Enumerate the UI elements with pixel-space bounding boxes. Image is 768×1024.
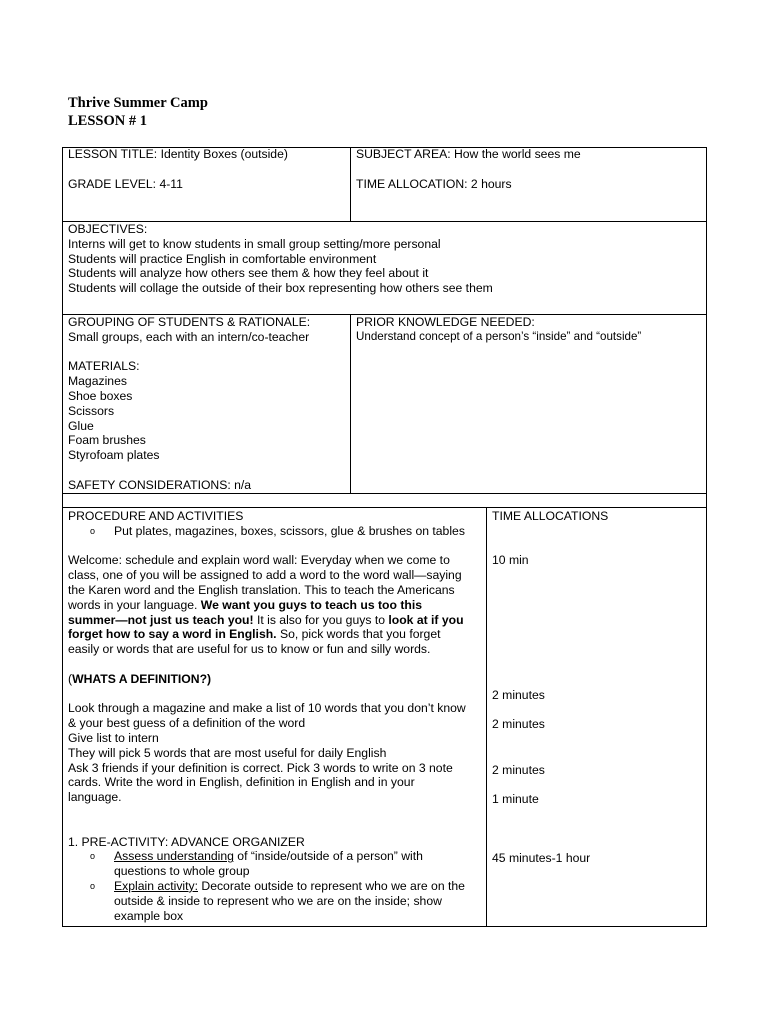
definition-heading: (WHATS A DEFINITION?) [68,671,212,686]
time-friends: 1 minute [492,792,539,806]
time-allocation: TIME ALLOCATION: 2 hours [356,176,512,191]
magazine-line: cards. Write the word in English, definition in English and in your [68,775,415,790]
setup-bullet [68,524,486,539]
welcome-line: summer—not just us teach you! It is also for you guys to look at if you [68,612,464,627]
material-item: Glue [68,418,94,433]
time-welcome: 10 min [492,553,529,567]
procedure-heading: PROCEDURE AND ACTIVITIES [68,509,244,523]
document-header [68,94,208,130]
welcome-line: easily or words that are useful for us to know or fun and silly words. [68,642,431,657]
subject-area: SUBJECT AREA: How the world sees me [356,147,581,161]
bullet-icon: o [90,525,96,536]
assess-bullet-cont: questions to whole group [114,864,250,879]
welcome-line: class, one of you will be assigned to add a word to the word wall—saying [68,568,462,583]
material-item: Foam brushes [68,433,146,448]
welcome-line: words in your language. We want you guys to teach us too this [68,597,422,612]
procedure-cell [63,509,486,923]
materials-heading: MATERIALS: [68,359,140,374]
time-allocations-cell [487,509,706,524]
material-item: Magazines [68,374,127,389]
objectives-heading: OBJECTIVES: [68,222,148,236]
time-magazine: 2 minutes [492,688,545,702]
column-divider [486,507,487,927]
welcome-line: the Karen word and the English translation. This to teach the Americans [68,582,455,597]
explain-bullet: o Explain activity: Decorate outside to represent who we are on the [90,878,465,893]
row-divider [62,507,707,508]
lesson-title: LESSON TITLE: Identity Boxes (outside) [68,147,288,161]
time-list: 2 minutes [492,717,545,731]
prior-knowledge-text: Understand concept of a person’s “inside” and “outside” [356,329,642,343]
safety-considerations: SAFETY CONSIDERATIONS: n/a [68,477,252,492]
magazine-line: Look through a magazine and make a list of 10 words that you don’t know [68,701,466,716]
grade-level: GRADE LEVEL: 4-11 [68,176,183,191]
magazine-line: They will pick 5 words that are most useful for daily English [68,745,387,760]
objective-item: Students will collage the outside of their box representing how others see them [68,281,493,296]
lesson-number: LESSON # 1 [68,113,147,129]
material-item: Scissors [68,403,115,418]
magazine-line: language. [68,790,122,805]
material-item: Shoe boxes [68,388,133,403]
magazine-line: & your best guess of a definition of the word [68,716,306,731]
material-item: Styrofoam plates [68,448,160,463]
welcome-line: forget how to say a word in English. So, pick words that you forget [68,627,441,642]
explain-bullet-cont: example box [114,908,184,923]
pre-activity-heading: 1. PRE-ACTIVITY: ADVANCE ORGANIZER [68,834,305,849]
objective-item: Students will analyze how others see them & how they feel about it [68,266,429,281]
grouping-text: Small groups, each with an intern/co-teacher [68,329,310,344]
lesson-info-cell [63,147,350,191]
time-pick: 2 minutes [492,763,545,777]
grouping-heading: GROUPING OF STUDENTS & RATIONALE: [68,315,311,329]
prior-knowledge-cell [351,315,706,345]
magazine-line: Give list to intern [68,730,159,745]
row-divider [62,493,707,494]
bullet-icon: o [90,880,96,891]
subject-info-cell [351,147,706,191]
bullet-icon: o [90,851,96,862]
explain-bullet-cont: outside & inside to represent who we are on the inside; show [114,893,442,908]
setup-text: Put plates, magazines, boxes, scissors, glue & brushes on tables [114,523,465,538]
magazine-line: Ask 3 friends if your definition is correct. Pick 3 words to write on 3 note [68,760,453,775]
objective-item: Interns will get to know students in small group setting/more personal [68,236,441,251]
camp-name: Thrive Summer Camp [68,95,208,111]
time-pre-activity: 45 minutes-1 hour [492,851,591,865]
objective-item: Students will practice English in comfortable environment [68,251,377,266]
prior-knowledge-heading: PRIOR KNOWLEDGE NEEDED: [356,315,535,329]
time-allocations-heading: TIME ALLOCATIONS [492,509,609,523]
welcome-line: Welcome: schedule and explain word wall: Everyday when we come to [68,553,450,568]
objectives-cell [63,222,706,296]
assess-bullet: o Assess understanding of “inside/outside of a person” with [90,849,423,864]
grouping-materials-cell [63,315,350,493]
